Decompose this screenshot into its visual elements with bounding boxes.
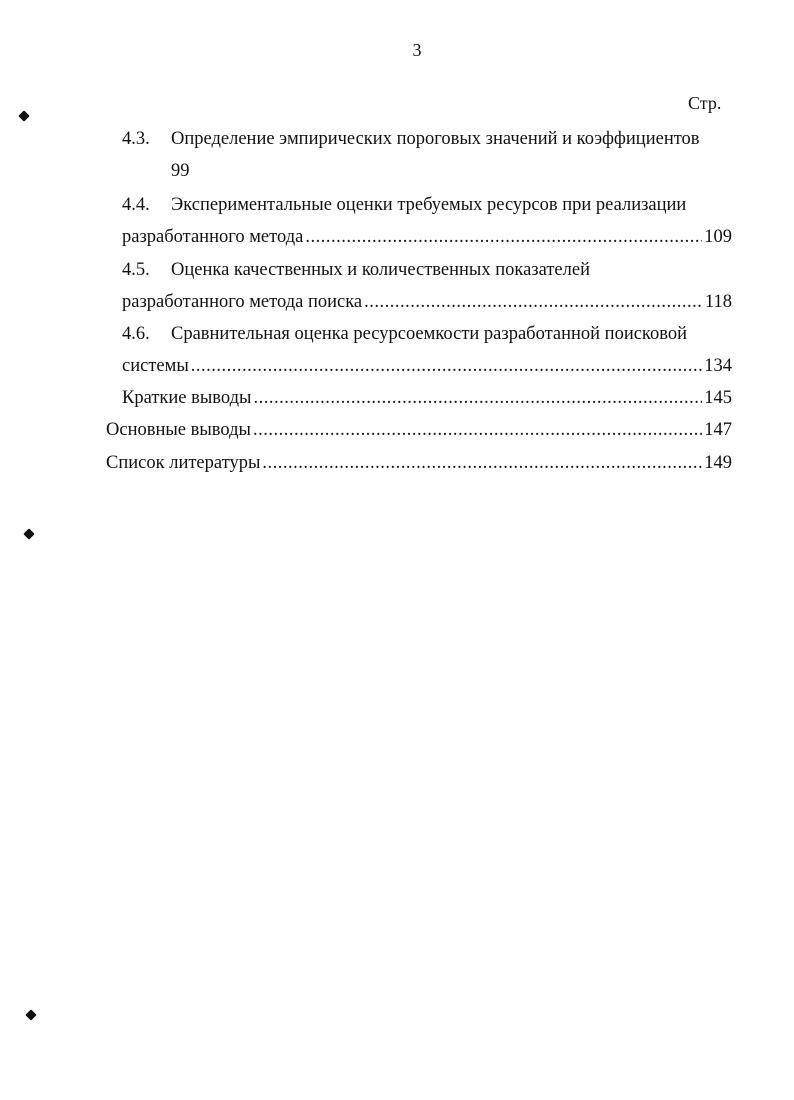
toc-entry-page: 118 [704, 292, 732, 312]
leader-dots [191, 357, 702, 376]
toc-entry-title-cont: системы [122, 356, 189, 376]
toc-entry-number: 4.6. [122, 324, 150, 344]
leader-dots [364, 293, 703, 312]
toc-entry-page: 109 [704, 227, 732, 247]
toc-entry-main-conclusions[interactable] [106, 421, 732, 440]
punch-hole-mark [18, 110, 29, 121]
toc-entry-number: 4.5. [122, 260, 150, 280]
toc-entry-4-6-cont[interactable] [122, 357, 732, 376]
punch-hole-mark [23, 528, 34, 539]
toc-entry-title: Основные выводы [106, 420, 251, 440]
leader-dots [262, 454, 702, 473]
toc-entry-title-cont: разработанного метода поиска [122, 292, 363, 312]
page-column-label: Стр. [688, 93, 722, 113]
toc-entry-summary[interactable] [122, 389, 732, 408]
page-number: 3 [412, 40, 422, 60]
toc-entry-title: Сравнительная оценка ресурсоемкости разработанной поисковой [171, 324, 687, 344]
toc-entry-4-6[interactable] [122, 325, 687, 344]
leader-dots [253, 389, 702, 408]
toc-entry-page: 145 [704, 388, 732, 408]
toc-entry-number: 4.4. [122, 195, 150, 215]
toc-entry-page: 147 [704, 420, 732, 440]
punch-hole-mark [25, 1009, 36, 1020]
toc-entry-page: 149 [704, 453, 732, 473]
toc-entry-title: Оценка качественных и количественных показателей [171, 260, 590, 280]
toc-entry-4-3-page: 99 [171, 161, 190, 181]
leader-dots [253, 421, 702, 440]
toc-entry-4-4[interactable] [122, 196, 686, 215]
toc-entry-4-4-cont[interactable] [122, 228, 732, 247]
toc-entry-title-cont: разработанного метода [122, 227, 304, 247]
toc-entry-title: Список литературы [106, 453, 261, 473]
toc-entry-number: 4.3. [122, 129, 150, 149]
toc-entry-4-3[interactable] [122, 130, 700, 149]
toc-entry-4-5[interactable] [122, 261, 590, 280]
toc-entry-references[interactable] [106, 454, 732, 473]
leader-dots [305, 228, 702, 247]
toc-entry-page: 134 [704, 356, 732, 376]
toc-entry-title: Определение эмпирических пороговых значений и коэффициентов [171, 129, 700, 149]
toc-entry-4-5-cont[interactable] [122, 293, 732, 312]
toc-entry-title: Краткие выводы [122, 388, 252, 408]
toc-entry-title: Экспериментальные оценки требуемых ресурсов при реализации [171, 195, 687, 215]
